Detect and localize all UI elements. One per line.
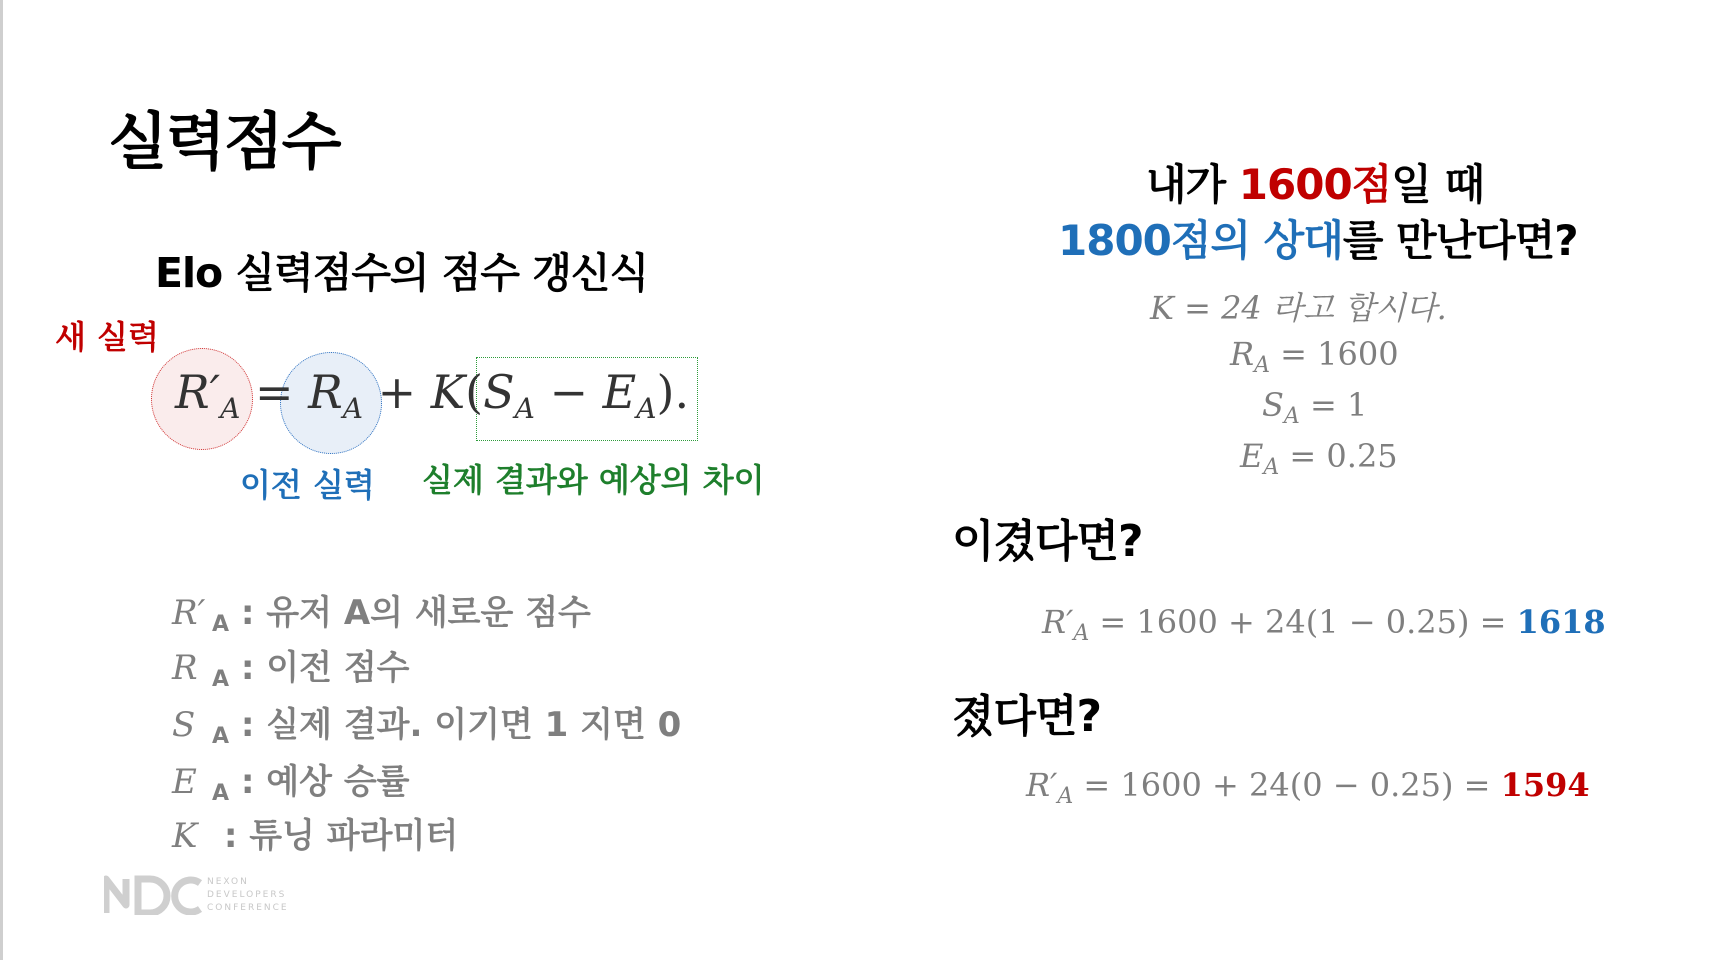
definition-k: K : 튜닝 파라미터 xyxy=(172,816,459,856)
my-rating-highlight: 1600점 xyxy=(1238,160,1392,209)
label-prev-rating: 이전 실력 xyxy=(240,466,375,504)
given-k: K = 24 라고 합시다. xyxy=(1150,289,1447,327)
lose-result-formula: $R'_A = 1600 + 24(0 - 0.25) = 1594$ xyxy=(1026,766,1590,809)
ndc-logo-icon xyxy=(104,875,204,915)
question-line-2: 1800점의 상대를 만난다면? xyxy=(1058,216,1578,265)
formula-subtitle: Elo 실력점수의 점수 갱신식 xyxy=(155,249,649,297)
given-sa: $S_A = 1$ xyxy=(1262,386,1368,429)
elo-update-formula: $R'_A = R_A + K(S_A - E_A)$. xyxy=(175,365,690,425)
definition-actual-result: S $_A$ : 실제 결과. 이기면 1 지면 0 xyxy=(172,705,682,749)
label-new-rating: 새 실력 xyxy=(55,318,159,356)
ndc-logo-text: NEXON DEVELOPERS CONFERENCE xyxy=(207,877,289,913)
win-result-formula: $R'_A = 1600 + 24(1 - 0.25) = 1618$ xyxy=(1042,603,1606,646)
formula-lhs: R′ xyxy=(175,365,221,419)
question-line-1: 내가 1600점일 때 xyxy=(1146,160,1485,209)
label-result-diff: 실제 결과와 예상의 차이 xyxy=(422,461,765,499)
definition-expected: E $_A$ : 예상 승률 xyxy=(172,762,410,806)
definition-new-rating: R′ $_A$ : 유저 A의 새로운 점수 xyxy=(172,593,591,637)
slide-left-border xyxy=(0,0,3,960)
definition-prev-rating: R $_A$ : 이전 점수 xyxy=(172,648,410,692)
lose-result-value: 1594 xyxy=(1500,766,1590,804)
lose-heading: 졌다면? xyxy=(952,691,1102,742)
given-ra: $R_A = 1600$ xyxy=(1230,335,1399,378)
slide-title: 실력점수 xyxy=(108,105,340,178)
given-ea: $E_A = 0.25$ xyxy=(1240,437,1398,480)
win-heading: 이겼다면? xyxy=(952,516,1143,567)
opponent-rating-highlight: 1800점의 상대 xyxy=(1058,216,1343,265)
win-result-value: 1618 xyxy=(1516,603,1606,641)
